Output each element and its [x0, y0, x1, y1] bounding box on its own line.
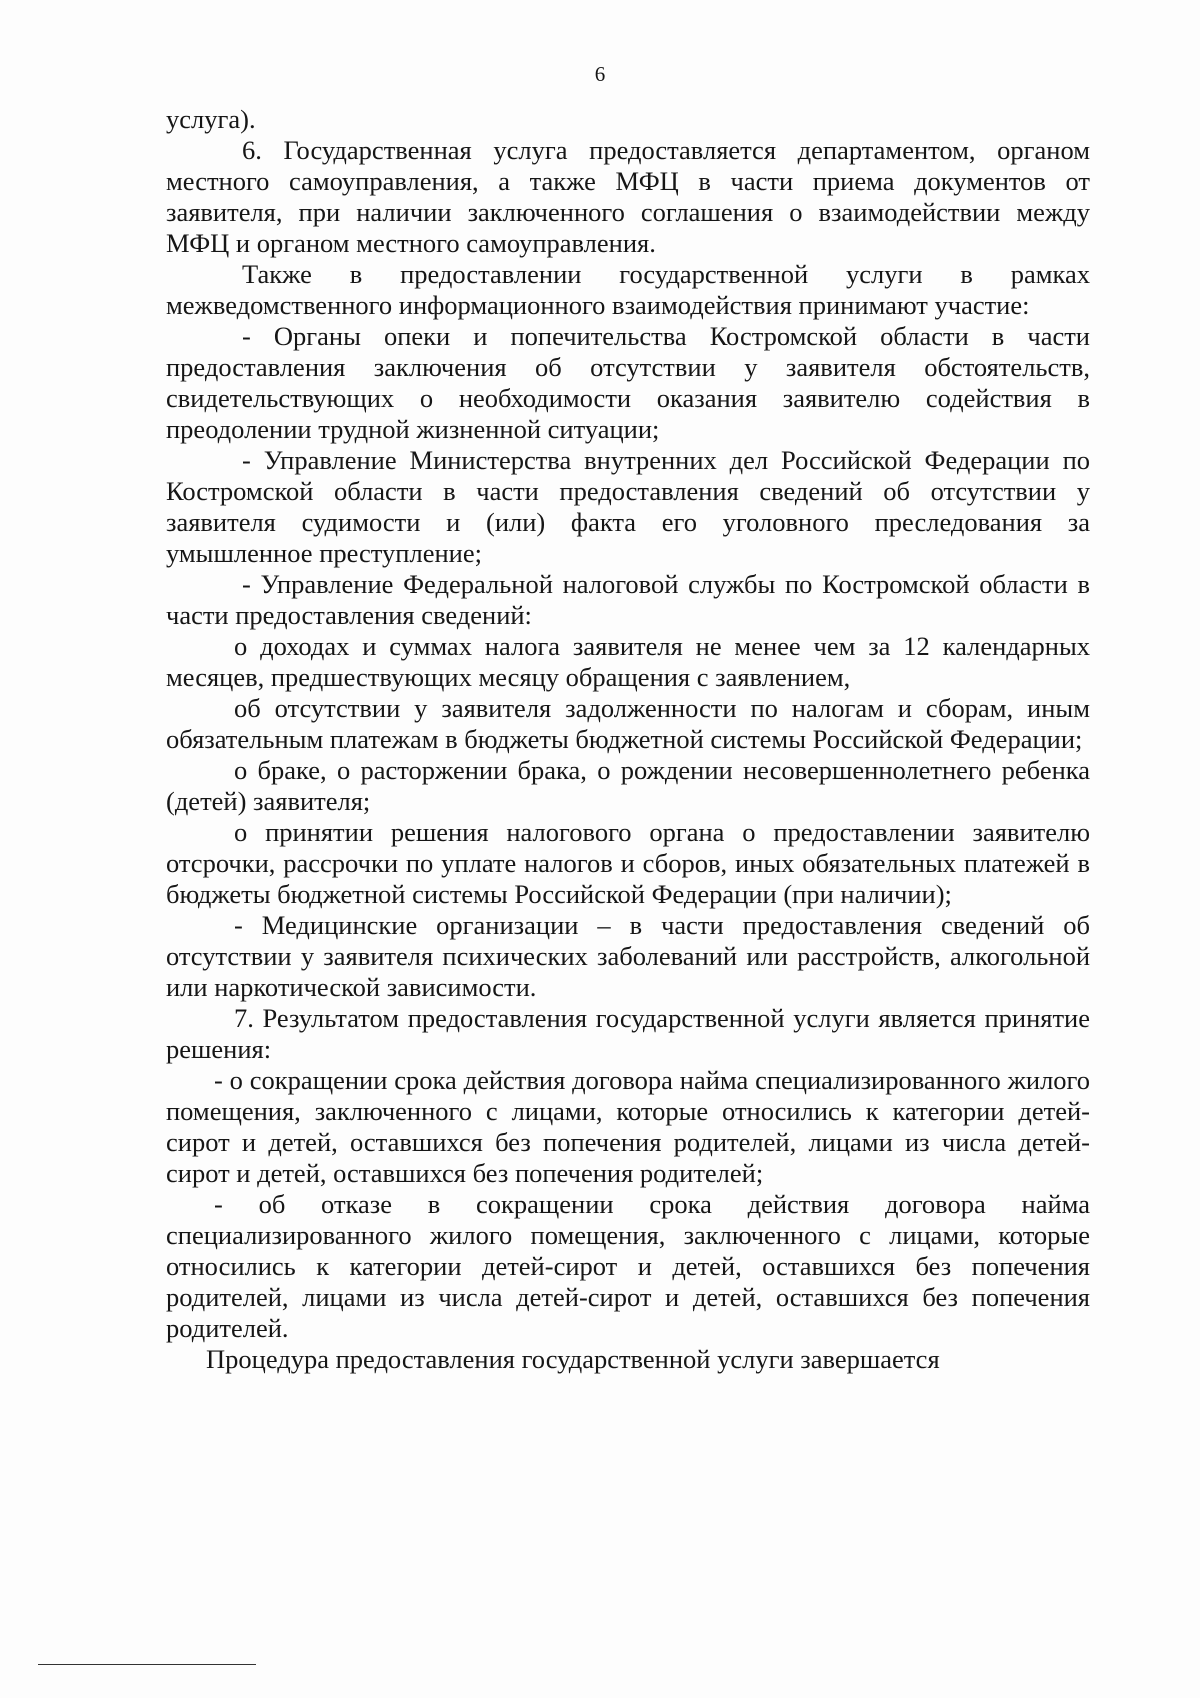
paragraph-participants-intro: Также в предоставлении государственной услуги в рамках межведомственного информационного взаимодействия принимают участие:: [166, 259, 1090, 320]
paragraph-item-6: 6. Государственная услуга предоставляется департаментом, органом местного самоуправления, а также МФЦ в части приема документов от заявителя, при наличии заключенного соглашения о взаимодействии между МФЦ и органом местного самоуправления.: [166, 135, 1090, 258]
paragraph-procedure-completion: Процедура предоставления государственной услуги завершается: [206, 1344, 940, 1374]
list-item-guardianship-authorities: - Органы опеки и попечительства Костромской области в части предоставления заключения об отсутствии у заявителя обстоятельств, свидетельствующих о необходимости оказания заявителю содействия в преодолении трудной жизненной ситуации;: [166, 321, 1090, 444]
footnote-separator-line: [38, 1664, 256, 1665]
list-subitem-deferral: о принятии решения налогового органа о предоставлении заявителю отсрочки, рассрочки по уплате налогов и сборов, иных обязательных платежей в бюджеты бюджетной системы Российской Федерации (при наличии);: [166, 817, 1090, 909]
list-item-interior-ministry: - Управление Министерства внутренних дел Российской Федерации по Костромской области в части предоставления сведений об отсутствии у заявителя судимости и (или) факта его уголовного преследования за умышленное преступление;: [166, 445, 1090, 568]
list-subitem-debts: об отсутствии у заявителя задолженности по налогам и сборам, иным обязательным платежам в бюджеты бюджетной системы Российской Федерации;: [166, 693, 1090, 754]
paragraph-item-7: 7. Результатом предоставления государственной услуги является принятие решения:: [166, 1003, 1090, 1064]
list-subitem-income: о доходах и суммах налога заявителя не менее чем за 12 календарных месяцев, предшествующих месяцу обращения с заявлением,: [166, 631, 1090, 692]
list-subitem-marriage: о браке, о расторжении брака, о рождении несовершеннолетнего ребенка (детей) заявителя;: [166, 755, 1090, 816]
list-item-decision-reduce-term: - о сокращении срока действия договора найма специализированного жилого помещения, заключенного с лицами, которые относились к категории детей-сирот и детей, оставшихся без попечения родителей, лицами из числа детей-сирот и детей, оставшихся без попечения родителей;: [166, 1065, 1090, 1188]
list-item-tax-service: - Управление Федеральной налоговой службы по Костромской области в части предоставления сведений:: [166, 569, 1090, 630]
list-item-decision-refusal: - об отказе в сокращении срока действия договора найма специализированного жилого помещения, заключенного с лицами, которые относились к категории детей-сирот и детей, оставшихся без попечения родителей, лицами из числа детей-сирот и детей, оставшихся без попечения родителей.: [166, 1189, 1090, 1343]
document-body: [166, 104, 1090, 1375]
list-item-medical-organizations: - Медицинские организации – в части предоставления сведений об отсутствии у заявителя психических заболеваний или расстройств, алкогольной или наркотической зависимости.: [166, 910, 1090, 1002]
page-number: 6: [594, 62, 606, 86]
paragraph-continuation: услуга).: [166, 104, 256, 134]
